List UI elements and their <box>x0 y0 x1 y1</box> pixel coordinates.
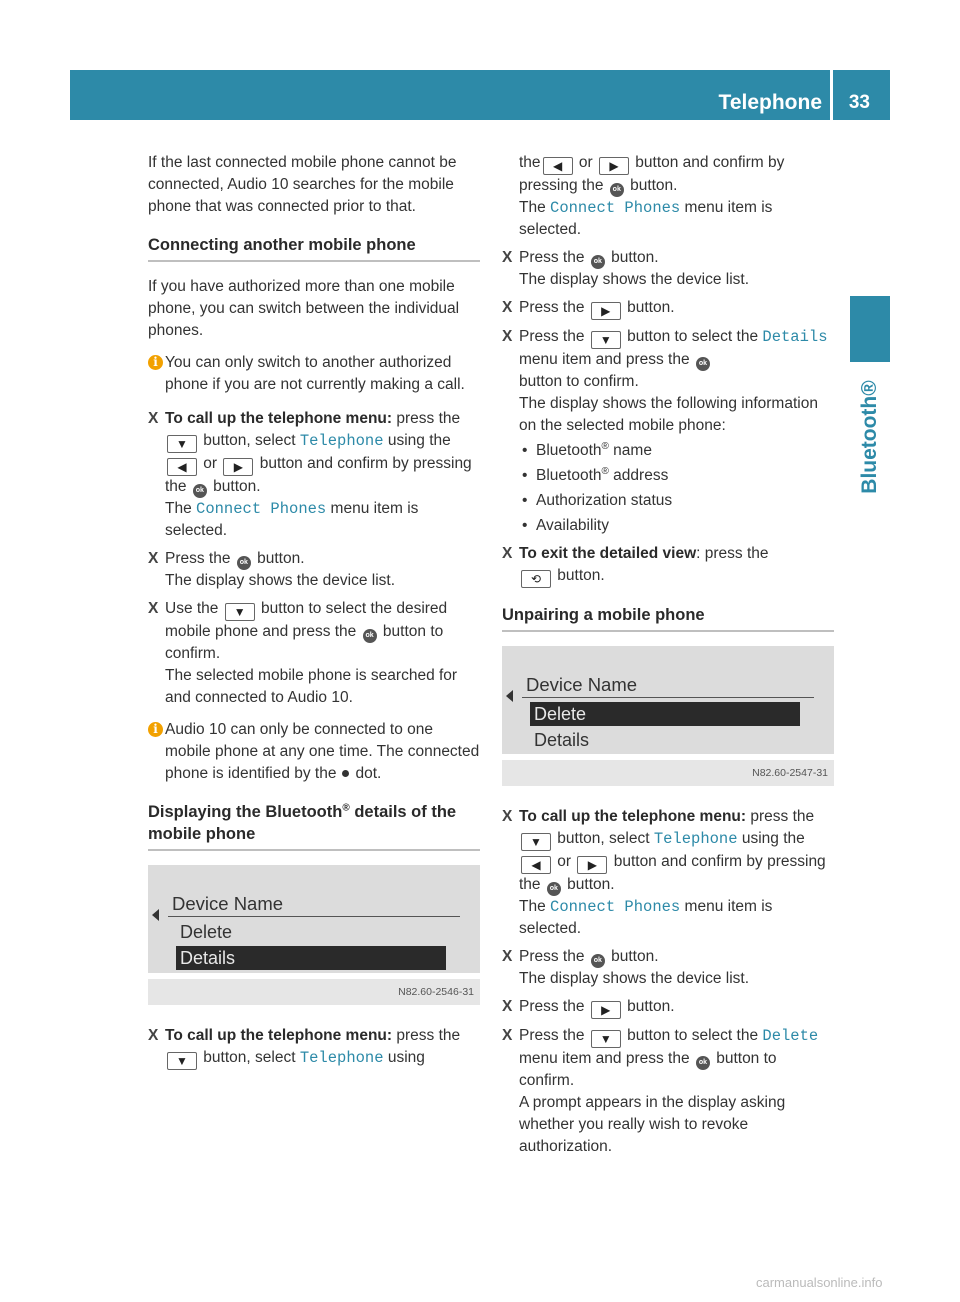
page-number: 33 <box>848 92 870 113</box>
list-item: • Authorization status <box>519 490 834 512</box>
menu-item-details: Details <box>534 730 590 750</box>
screen-title: Device Name <box>526 674 638 695</box>
down-key-icon: ▼ <box>167 435 197 453</box>
back-arrow-icon <box>152 909 159 921</box>
info-note: i You can only switch to another authorized phone if you are not currently making a call. <box>148 352 480 396</box>
display-panel <box>148 865 480 973</box>
back-key-icon: ⟲ <box>521 570 551 588</box>
list-item: • Bluetooth® address <box>519 465 834 487</box>
left-key-icon: ◀ <box>543 157 573 175</box>
screen-title: Device Name <box>172 893 284 914</box>
down-key-icon: ▼ <box>225 603 255 621</box>
ok-button-icon: ok <box>591 954 605 968</box>
down-key-icon: ▼ <box>591 331 621 349</box>
list-item: • Availability <box>519 515 834 537</box>
right-key-icon: ▶ <box>591 1001 621 1019</box>
down-key-icon: ▼ <box>167 1052 197 1070</box>
step-select-phone: X Use the ▼ button to select the desired mobile phone and press the ok button to confirm. The selected mobile phone is searched for and connected to Audio 10. <box>148 600 458 706</box>
right-key-icon: ▶ <box>577 856 607 874</box>
info-icon: i <box>148 355 163 370</box>
left-column <box>148 152 480 1076</box>
heading-connecting: Connecting another mobile phone <box>148 234 480 262</box>
right-key-icon: ▶ <box>591 302 621 320</box>
step-marker-icon: X <box>502 545 513 562</box>
intro-text: If the last connected mobile phone cannot be connected, Audio 10 searches for the mobile phone that was connected prior to that. <box>148 154 457 215</box>
image-code: N82.60-2546-31 <box>398 986 474 998</box>
image-code: N82.60-2547-31 <box>752 767 828 779</box>
step-select-details: X Press the ▼ button to select the Details menu item and press the ok button to confirm. The display shows the following information on the selected mobile phone: • Bluetooth® name • Bluetooth® address • Authorization status • Availability <box>502 326 834 537</box>
image-caption-bar <box>148 979 480 1005</box>
down-key-icon: ▼ <box>591 1030 621 1048</box>
step-marker-icon: X <box>502 249 513 266</box>
step-press-ok: X Press the ok button. The display shows the device list. <box>502 249 750 288</box>
menu-item-delete: Delete <box>180 922 233 942</box>
left-key-icon: ◀ <box>167 458 197 476</box>
info-icon: i <box>148 722 163 737</box>
down-key-icon: ▼ <box>521 833 551 851</box>
step-call-menu: X To call up the telephone menu: press the▼ button, select Telephone using the◀ or ▶ button and confirm by pressing the ok button. The Connect Phones menu item is selected. <box>148 410 472 539</box>
page-title: Telephone <box>718 91 822 114</box>
display-panel <box>502 646 834 754</box>
step-marker-icon: X <box>502 998 513 1015</box>
ok-button-icon: ok <box>591 255 605 269</box>
ok-button-icon: ok <box>696 1056 710 1070</box>
step-marker-icon: X <box>148 410 159 427</box>
step-continued: the ◀ or ▶ button and confirm by pressing the ok button. The Connect Phones menu item is selected. <box>519 154 785 238</box>
step-press-ok: X Press the ok button. The display shows the device list. <box>148 550 396 589</box>
screen-divider <box>168 916 460 917</box>
step-select-delete: X Press the ▼ button to select the Delete menu item and press the ok button to confirm. A prompt appears in the display asking whether you really wish to revoke authorization. <box>502 1027 819 1155</box>
step-press-ok: X Press the ok button. The display shows the device list. <box>502 948 750 987</box>
step-exit-view: X To exit the detailed view: press the ⟲ button. <box>502 545 769 586</box>
step-marker-icon: X <box>148 600 159 617</box>
ok-button-icon: ok <box>363 629 377 643</box>
step-press-right: X Press the ▶ button. <box>502 299 675 318</box>
step-call-menu-3: X To call up the telephone menu: press the▼ button, select Telephone using the◀ or ▶ button and confirm by pressing the ok button. The Connect Phones menu item is selected. <box>502 808 826 937</box>
back-arrow-icon <box>506 690 513 702</box>
right-column <box>502 152 834 1164</box>
ok-button-icon: ok <box>237 556 251 570</box>
list-item: • Bluetooth® name <box>519 440 834 462</box>
section-tab <box>850 296 890 362</box>
ok-button-icon: ok <box>610 183 624 197</box>
image-caption-bar <box>502 760 834 786</box>
step-marker-icon: X <box>502 328 513 345</box>
header-divider <box>830 70 833 120</box>
step-marker-icon: X <box>502 299 513 316</box>
step-marker-icon: X <box>502 808 513 825</box>
right-key-icon: ▶ <box>599 157 629 175</box>
ok-button-icon: ok <box>696 357 710 371</box>
ok-button-icon: ok <box>547 882 561 896</box>
menu-item-details-selected: Details <box>176 946 446 970</box>
display-screenshot-details <box>148 865 480 1005</box>
connected-dot-icon <box>342 770 349 777</box>
step-marker-icon: X <box>502 1027 513 1044</box>
step-marker-icon: X <box>148 1027 159 1044</box>
info-note: i Audio 10 can only be connected to one mobile phone at any one time. The connected phone is identified by the dot. <box>148 719 480 785</box>
right-key-icon: ▶ <box>223 458 253 476</box>
para-authorized: If you have authorized more than one mobile phone, you can switch between the individual phones. <box>148 278 460 339</box>
step-marker-icon: X <box>148 550 159 567</box>
ok-button-icon: ok <box>193 484 207 498</box>
display-screenshot-delete <box>502 646 834 786</box>
step-call-menu-2: X To call up the telephone menu: press the▼ button, select Telephone using <box>148 1027 461 1068</box>
step-marker-icon: X <box>502 948 513 965</box>
step-press-right: X Press the ▶ button. <box>502 998 675 1017</box>
menu-item-delete-selected: Delete <box>530 702 800 726</box>
heading-details: Displaying the Bluetooth® details of the mobile phone <box>148 801 480 851</box>
screen-divider <box>522 697 814 698</box>
header-bar <box>70 70 890 120</box>
heading-unpairing: Unpairing a mobile phone <box>502 604 834 632</box>
footer-watermark: carmanualsonline.info <box>756 1275 883 1290</box>
section-label: Bluetooth® <box>858 380 881 494</box>
left-key-icon: ◀ <box>521 856 551 874</box>
